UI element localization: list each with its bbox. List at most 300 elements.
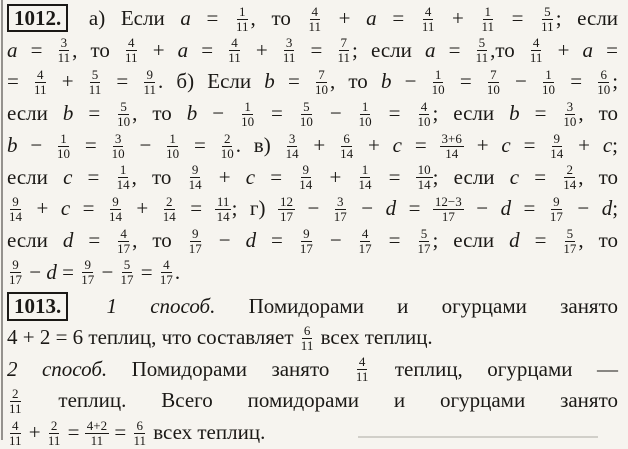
text-run: =: [72, 164, 115, 189]
fraction-denominator: 10: [486, 82, 500, 98]
text-run: , то: [329, 69, 381, 94]
fraction-numerator: 9: [302, 162, 310, 178]
text-line: [7, 35, 618, 67]
fraction-numerator: 4: [231, 35, 238, 51]
fraction-numerator: 1: [484, 3, 491, 19]
text-line: [7, 354, 618, 386]
fraction: [313, 68, 330, 97]
text-run: =: [190, 6, 235, 30]
fraction: [299, 324, 316, 353]
fraction: [234, 5, 251, 34]
fraction: [415, 100, 432, 129]
italic-text: b: [380, 69, 392, 94]
text-run: =: [56, 259, 80, 284]
italic-text: c: [60, 196, 71, 221]
fraction: [354, 355, 371, 384]
fraction: [123, 36, 140, 65]
fraction-numerator: 9: [553, 193, 560, 209]
text-run: −: [126, 132, 165, 157]
text-run: −: [17, 132, 56, 157]
fraction-denominator: 14: [358, 177, 372, 193]
fraction-denominator: 10: [358, 113, 372, 129]
text-run: +: [463, 132, 502, 157]
fraction-numerator: 6: [136, 417, 143, 433]
italic-text: d: [62, 228, 74, 253]
fraction: [131, 419, 148, 448]
fraction: [307, 5, 324, 34]
text-run: ; если: [432, 101, 510, 126]
fraction: [540, 68, 557, 97]
fraction-numerator: 4: [128, 35, 135, 51]
text-run: Помидорами занято: [107, 356, 354, 381]
fraction-numerator: 9: [84, 257, 91, 273]
fraction: [7, 419, 24, 448]
fraction-numerator: 9: [192, 225, 199, 241]
fraction-denominator: 11: [88, 82, 102, 98]
text-run: +: [565, 132, 603, 157]
italic-text: b: [186, 101, 198, 126]
text-run: −: [24, 259, 47, 284]
fraction: [79, 258, 96, 287]
fraction-denominator: 11: [125, 50, 138, 66]
text-run: =: [396, 196, 433, 221]
text-run: =: [177, 196, 215, 221]
text-run: ,то: [490, 37, 528, 62]
text-run: =: [70, 196, 107, 221]
fraction-numerator: 3: [114, 130, 122, 146]
text-run: +: [355, 132, 393, 157]
fraction-numerator: 5: [566, 225, 574, 241]
fraction-denominator: 10: [314, 82, 328, 98]
fraction: [440, 132, 464, 161]
fraction: [561, 100, 578, 129]
fraction: [239, 100, 256, 129]
fraction-denominator: 17: [159, 272, 173, 288]
fraction-denominator: 11: [308, 18, 322, 34]
fraction-numerator: 5: [478, 35, 486, 51]
text-run: =: [109, 420, 132, 445]
fraction-numerator: 6: [343, 130, 350, 146]
fraction-numerator: 5: [420, 225, 428, 241]
italic-text: b: [509, 101, 520, 126]
fraction: [284, 132, 301, 161]
fraction-denominator: 11: [133, 432, 146, 448]
text-line: [7, 291, 618, 321]
fraction-numerator: 3: [337, 193, 344, 209]
fraction-denominator: 14: [417, 177, 431, 193]
fraction: [338, 132, 355, 161]
fraction: [298, 227, 315, 256]
text-run: +: [314, 164, 357, 189]
text-run: =: [188, 37, 227, 62]
text-line: [7, 162, 618, 194]
fraction: [87, 68, 104, 97]
text-run: +: [300, 132, 339, 157]
fraction: [215, 195, 232, 224]
fraction-numerator: 3+6: [441, 130, 462, 146]
fraction: [187, 163, 204, 192]
text-run: =: [181, 132, 219, 157]
text-run: , то: [131, 164, 187, 189]
fraction-denominator: 10: [563, 113, 577, 129]
fraction-numerator: 1: [244, 98, 251, 114]
fraction: [281, 36, 298, 65]
fraction-denominator: 14: [188, 177, 202, 193]
scan-edge-line: [1, 0, 3, 440]
fraction-numerator: 4: [361, 225, 369, 241]
fraction-numerator: 9: [146, 67, 153, 83]
text-run: если: [7, 228, 63, 253]
fraction-denominator: 10: [241, 113, 255, 129]
text-run: =: [256, 228, 298, 253]
fraction-numerator: 4: [532, 35, 540, 51]
fraction: [219, 132, 236, 161]
italic-text: c: [501, 132, 511, 157]
fraction-denominator: 14: [299, 177, 313, 193]
problem-number-box: 1013.: [7, 292, 68, 320]
fraction-numerator: 1: [119, 162, 127, 178]
fraction-numerator: 4: [120, 225, 127, 241]
fraction: [7, 195, 24, 224]
fraction: [141, 68, 158, 97]
fraction: [115, 100, 132, 129]
fraction-denominator: 11: [337, 50, 351, 66]
text-run: −: [564, 196, 602, 221]
text-run: , то: [72, 37, 124, 62]
fraction-numerator: 1: [169, 130, 176, 146]
fraction-denominator: 17: [563, 240, 577, 256]
text-run: ; г): [231, 196, 278, 221]
fraction: [416, 163, 433, 192]
text-line: [7, 417, 618, 449]
fraction-numerator: 9: [191, 162, 199, 178]
fraction: [548, 132, 565, 161]
fraction: [336, 36, 353, 65]
fraction-denominator: 17: [549, 209, 563, 224]
italic-text: a: [180, 6, 191, 30]
text-run: =: [435, 37, 474, 62]
fraction-denominator: 11: [9, 432, 22, 448]
fraction-denominator: 17: [188, 240, 202, 256]
fraction-denominator: 11: [236, 18, 249, 34]
fraction-numerator: 1: [60, 130, 67, 146]
fraction-numerator: 4: [163, 257, 170, 273]
fraction: [433, 195, 464, 224]
fraction-denominator: 14: [216, 209, 230, 224]
fraction: [115, 163, 132, 192]
fraction-numerator: 9: [12, 257, 19, 273]
fraction: [115, 227, 132, 256]
fraction-numerator: 7: [490, 67, 497, 83]
text-run: Помидорами и огурцами занято: [215, 294, 618, 319]
text-run: всех теплиц.: [147, 420, 266, 445]
fraction-denominator: 17: [117, 240, 131, 256]
fraction-numerator: 6: [600, 67, 607, 83]
text-run: =: [401, 132, 440, 157]
text-line: [7, 98, 618, 130]
text-run: =: [373, 101, 416, 126]
text-run: =: [519, 101, 562, 126]
text-line: [7, 193, 618, 225]
text-run: , то: [578, 101, 619, 126]
text-run: =: [7, 69, 33, 94]
text-line: [7, 130, 618, 162]
fraction-denominator: 17: [417, 240, 431, 256]
fraction-denominator: 17: [441, 209, 455, 224]
fraction: [56, 36, 73, 65]
text-run: если: [7, 164, 64, 189]
fraction: [561, 163, 578, 192]
fraction-denominator: 17: [358, 240, 372, 256]
fraction-numerator: 4: [12, 417, 19, 433]
text-run: +: [436, 6, 480, 30]
fraction-numerator: 2: [166, 193, 173, 209]
fraction-numerator: 4: [424, 3, 432, 19]
fraction-denominator: 10: [597, 82, 611, 98]
italic-text: d: [509, 228, 520, 253]
text-run: , то: [132, 101, 187, 126]
text-run: −: [314, 101, 357, 126]
italic-text: d: [245, 228, 257, 253]
text-run: =: [72, 132, 110, 157]
text-run: [73, 294, 106, 318]
text-run: −: [348, 196, 386, 221]
text-run: =: [557, 69, 596, 94]
fraction: [107, 195, 124, 224]
fraction-denominator: 14: [550, 145, 564, 161]
fraction: [420, 5, 437, 34]
text-run: −: [391, 69, 430, 94]
fraction: [479, 5, 496, 34]
italic-text: a: [425, 37, 436, 62]
fraction: [357, 100, 374, 129]
fraction: [297, 163, 314, 192]
italic-text: 1 способ.: [106, 294, 216, 319]
italic-text: d: [385, 196, 397, 221]
fraction-denominator: 11: [228, 50, 241, 66]
text-run: всех теплиц.: [315, 324, 433, 349]
fraction-numerator: 2: [12, 385, 19, 401]
text-run: , то: [578, 228, 619, 253]
fraction: [430, 68, 447, 97]
text-run: =: [376, 6, 420, 30]
text-run: +: [123, 196, 161, 221]
text-run: +: [139, 37, 178, 62]
fraction: [474, 36, 491, 65]
fraction-denominator: 14: [162, 209, 176, 224]
fraction: [158, 258, 175, 287]
fraction-denominator: 10: [220, 145, 234, 161]
fraction-denominator: 14: [285, 145, 299, 161]
fraction-denominator: 11: [57, 50, 71, 66]
fraction: [85, 419, 109, 448]
text-run: =: [511, 196, 548, 221]
text-run: если: [7, 101, 63, 126]
fraction-denominator: 17: [299, 240, 313, 256]
fraction-numerator: 10: [417, 162, 431, 178]
document-content: [7, 3, 618, 449]
problem-1013: [7, 291, 618, 448]
italic-text: c: [392, 132, 402, 157]
fraction-denominator: 17: [81, 272, 95, 288]
italic-text: d: [500, 196, 512, 221]
text-run: =: [17, 37, 56, 62]
text-run: ; если: [555, 6, 619, 30]
text-run: −: [314, 228, 357, 253]
text-run: =: [62, 420, 85, 445]
fraction-denominator: 10: [417, 113, 431, 129]
fraction: [548, 195, 565, 224]
text-run: −: [294, 196, 332, 221]
fraction-denominator: 17: [120, 272, 134, 288]
fraction-denominator: 14: [563, 177, 577, 193]
fraction-denominator: 11: [282, 50, 296, 66]
text-run: +: [24, 196, 61, 221]
text-run: =: [274, 69, 313, 94]
text-run: =: [103, 69, 142, 94]
text-run: +: [323, 6, 367, 30]
text-run: =: [496, 6, 540, 30]
fraction: [7, 258, 24, 287]
text-run: +: [242, 37, 281, 62]
fraction: [356, 163, 373, 192]
text-run: ; если: [432, 228, 510, 253]
italic-text: c: [602, 132, 613, 157]
italic-text: c: [63, 164, 73, 189]
text-run: . б) Если: [157, 69, 265, 94]
fraction-denominator: 14: [9, 209, 22, 224]
fraction-numerator: 3: [285, 35, 293, 51]
fraction-numerator: 7: [318, 67, 325, 83]
text-run: =: [297, 37, 336, 62]
fraction-denominator: 11: [90, 432, 104, 448]
fraction-denominator: 17: [279, 209, 293, 224]
fraction: [595, 68, 612, 97]
fraction-denominator: 11: [481, 18, 495, 34]
fraction-numerator: 9: [112, 193, 119, 209]
italic-text: d: [46, 259, 57, 284]
italic-text: a: [582, 37, 594, 62]
fraction-denominator: 11: [355, 369, 369, 385]
fraction-numerator: 12: [279, 193, 293, 209]
italic-text: b: [264, 69, 275, 94]
text-run: −: [197, 101, 240, 126]
fraction-denominator: 11: [143, 82, 156, 98]
fraction: [161, 195, 178, 224]
text-run: =: [73, 101, 116, 126]
fraction: [226, 36, 243, 65]
fraction-numerator: 1: [434, 67, 442, 83]
fraction-numerator: 5: [544, 3, 551, 19]
fraction-numerator: 5: [123, 257, 131, 273]
fraction-numerator: 1: [545, 67, 552, 83]
text-line: [7, 385, 618, 417]
text-run: .: [174, 259, 181, 284]
text-line: [7, 3, 618, 35]
fraction-numerator: 1: [239, 3, 246, 19]
fraction: [298, 100, 315, 129]
fraction-denominator: 17: [333, 209, 347, 224]
fraction: [415, 227, 432, 256]
fraction: [278, 195, 295, 224]
fraction-denominator: 14: [445, 145, 459, 161]
fraction-numerator: 7: [340, 35, 348, 51]
text-run: +: [48, 69, 87, 94]
italic-text: 2 способ.: [7, 356, 108, 381]
fraction: [485, 68, 502, 97]
text-run: +: [23, 420, 46, 445]
text-run: , то: [132, 228, 187, 253]
fraction-numerator: 1: [361, 162, 369, 178]
italic-text: c: [245, 164, 256, 189]
fraction: [528, 36, 545, 65]
fraction-denominator: 14: [108, 209, 122, 224]
text-run: ; если: [352, 37, 425, 62]
italic-text: b: [62, 101, 74, 126]
fraction: [357, 227, 374, 256]
text-run: =: [373, 228, 416, 253]
text-run: +: [544, 37, 583, 62]
fraction-numerator: 4: [37, 67, 44, 83]
fraction-denominator: 10: [299, 113, 313, 129]
italic-text: a: [177, 37, 189, 62]
fraction-numerator: 3: [566, 98, 574, 114]
italic-text: c: [509, 164, 520, 189]
text-run: =: [446, 69, 485, 94]
fraction-denominator: 10: [166, 145, 180, 161]
fraction-numerator: 3: [60, 35, 68, 51]
text-run: , то: [250, 6, 307, 30]
text-run: =: [593, 37, 618, 62]
fraction: [7, 387, 24, 416]
problem-1012: [7, 3, 618, 288]
fraction-denominator: 11: [9, 401, 22, 416]
scan-smudge: [358, 436, 598, 438]
fraction: [539, 5, 556, 34]
fraction-numerator: 4+2: [86, 417, 108, 433]
fraction-numerator: 9: [12, 193, 19, 209]
text-run: −: [96, 259, 119, 284]
text-run: =: [73, 228, 116, 253]
text-line: [7, 257, 618, 289]
text-run: −: [203, 228, 246, 253]
text-run: −: [463, 196, 501, 221]
text-run: ;: [612, 69, 619, 94]
text-run: =: [510, 132, 549, 157]
fraction: [332, 195, 349, 224]
fraction-numerator: 2: [566, 162, 573, 178]
fraction-denominator: 14: [340, 145, 354, 161]
fraction-denominator: 17: [9, 272, 22, 288]
fraction: [46, 419, 63, 448]
fraction-denominator: 10: [117, 113, 131, 129]
italic-text: b: [7, 132, 18, 157]
fraction-numerator: 5: [91, 67, 99, 83]
text-run: =: [256, 101, 298, 126]
fraction-numerator: 12−3: [434, 193, 462, 209]
fraction-denominator: 11: [47, 432, 61, 448]
fraction: [110, 132, 127, 161]
text-run: теплиц, огурцами —: [370, 356, 618, 381]
fraction-numerator: 3: [288, 130, 296, 146]
text-line: [7, 66, 618, 98]
fraction-denominator: 11: [34, 82, 47, 98]
fraction-numerator: 6: [303, 322, 311, 338]
fraction-denominator: 11: [541, 18, 554, 34]
text-line: [7, 225, 618, 257]
fraction-numerator: 1: [361, 98, 369, 114]
text-run: ; если: [432, 164, 510, 189]
